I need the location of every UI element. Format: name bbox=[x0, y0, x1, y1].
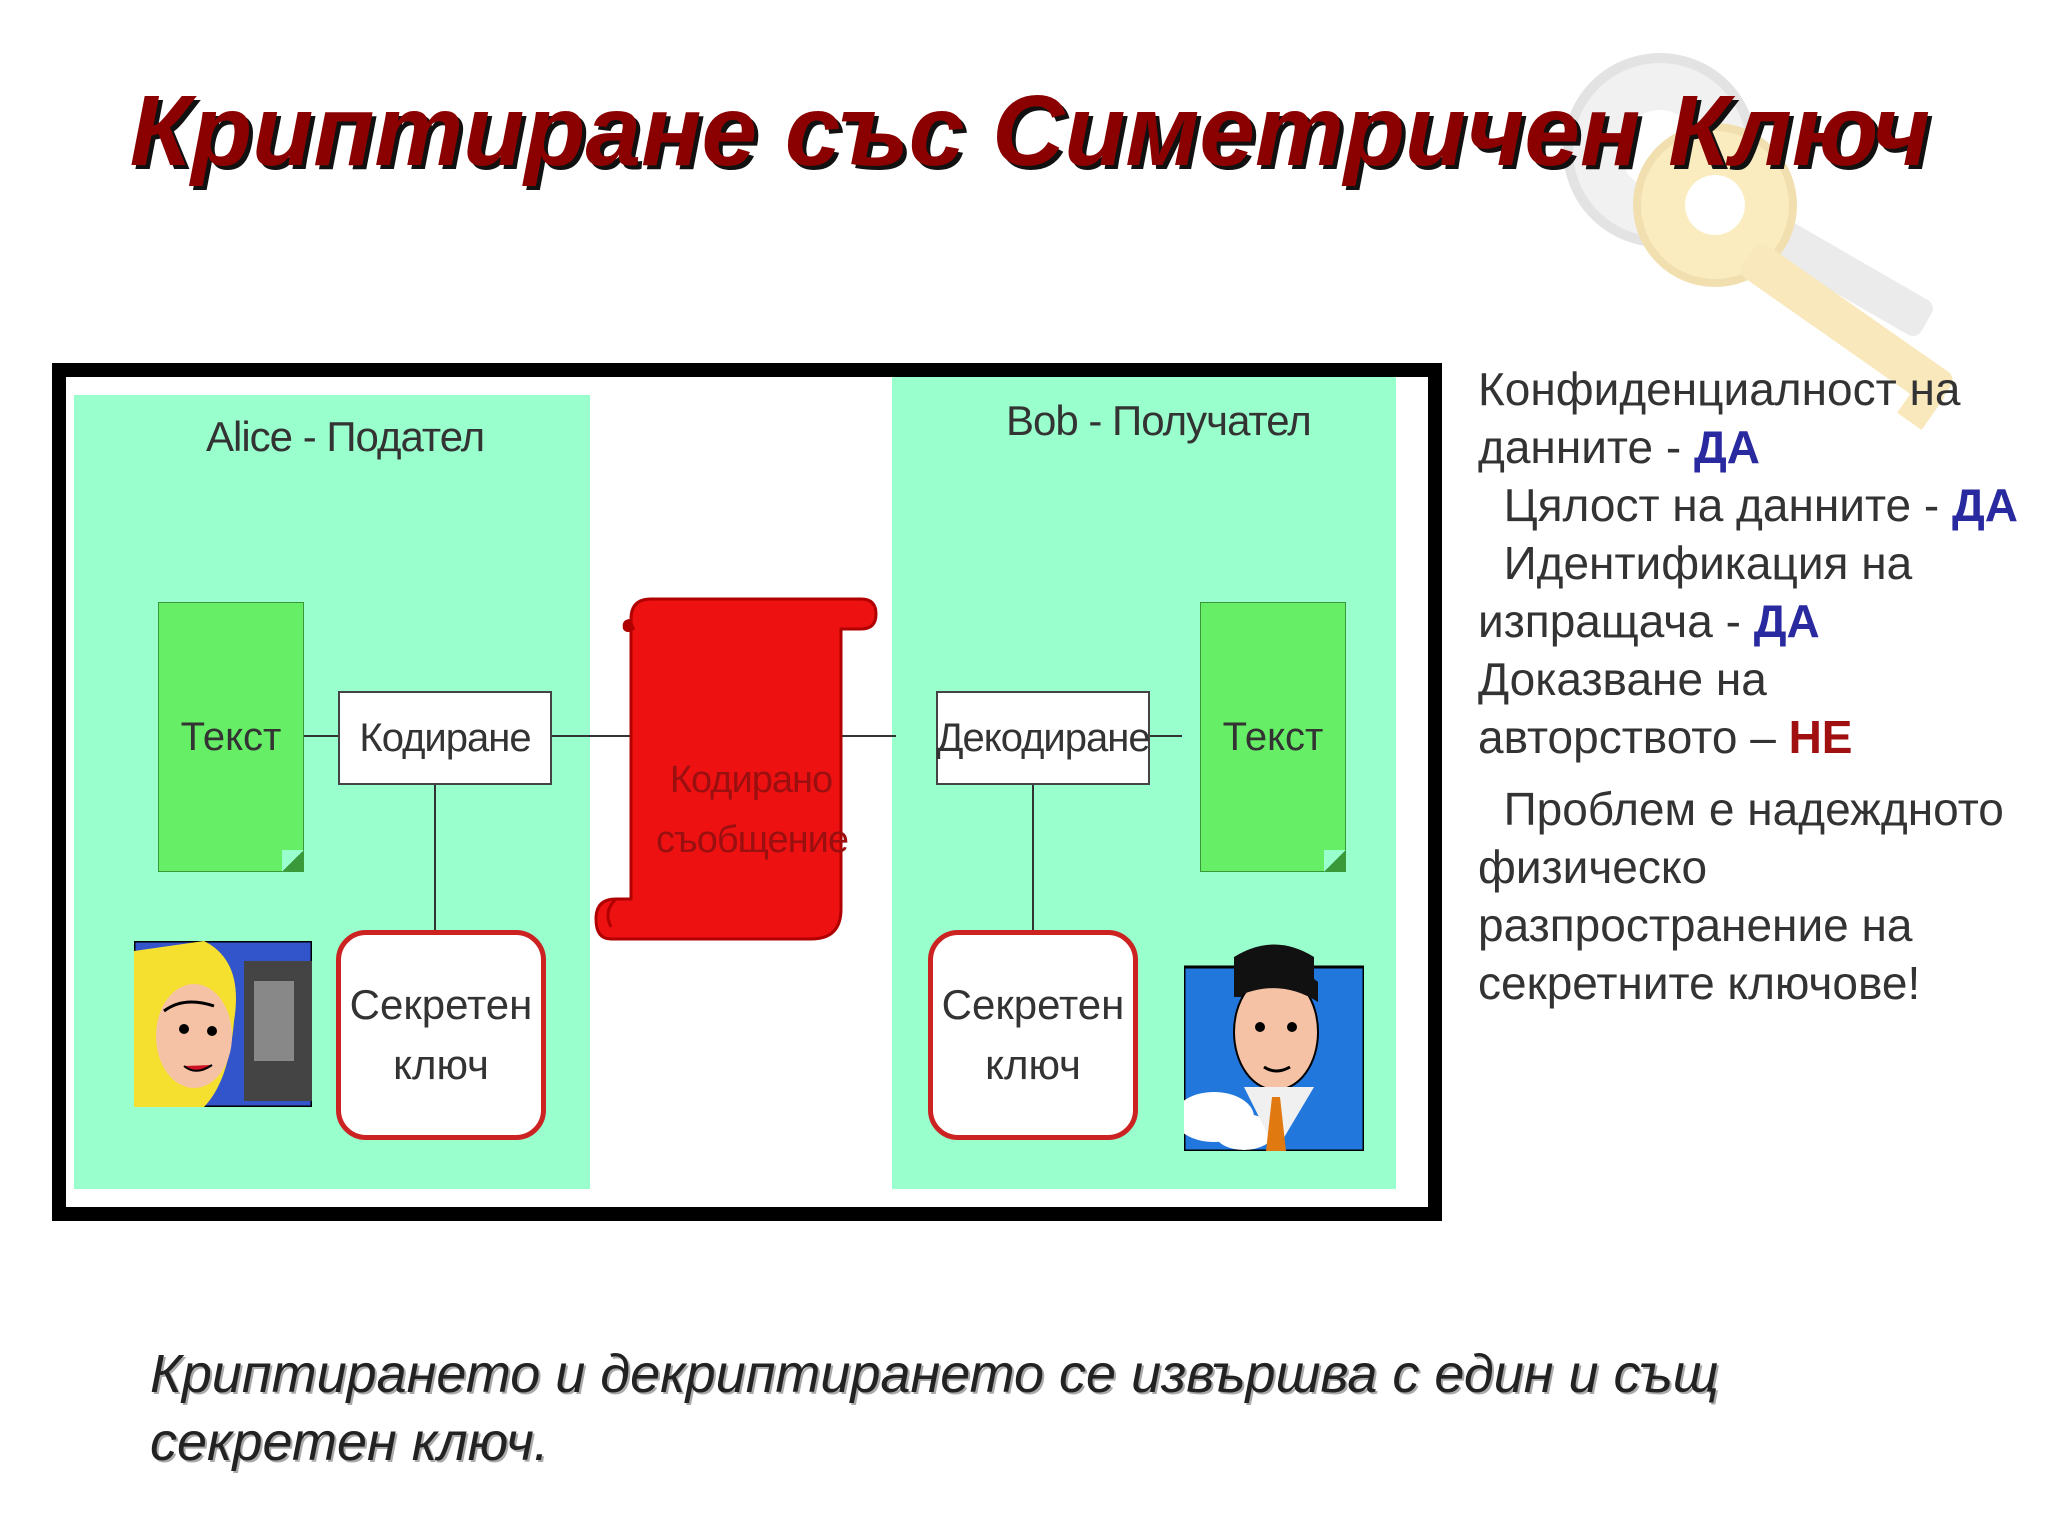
secret-key-line2: ключ bbox=[393, 1041, 489, 1088]
sender-secret-key-box bbox=[336, 930, 546, 1140]
ciphertext-line2: съобщение bbox=[656, 819, 848, 861]
identification-label: Идентификация на изпращача - bbox=[1478, 537, 1913, 647]
connector-line bbox=[302, 735, 338, 737]
diagram-frame bbox=[52, 363, 1442, 1221]
alice-avatar-icon bbox=[134, 941, 312, 1107]
identification-item bbox=[1478, 534, 2038, 650]
plaintext-document-receiver bbox=[1200, 602, 1346, 872]
plaintext-label: Текст bbox=[1222, 714, 1324, 759]
plaintext-label: Текст bbox=[180, 714, 282, 759]
page-fold-icon bbox=[1324, 850, 1346, 872]
secret-key-line2: ключ bbox=[985, 1041, 1081, 1088]
plaintext-document-sender bbox=[158, 602, 304, 872]
authorship-label: Доказване на авторството – bbox=[1478, 653, 1776, 763]
secret-key-line1: Секретен bbox=[349, 981, 533, 1028]
receiver-label: Bob - Получател bbox=[1006, 397, 1311, 444]
bob-avatar-icon bbox=[1184, 937, 1364, 1151]
slide-title: Криптиране със Симетричен Ключ bbox=[129, 75, 1931, 187]
integrity-label: Цялост на данните - bbox=[1503, 479, 1940, 531]
encode-box: Кодиране bbox=[338, 691, 552, 785]
confidentiality-label: Конфиденциалност на данните - bbox=[1478, 363, 1961, 473]
key-connector-sender bbox=[434, 781, 436, 931]
secret-key-line1: Секретен bbox=[941, 981, 1125, 1028]
sender-label: Alice - Подател bbox=[206, 413, 485, 460]
integrity-item bbox=[1478, 476, 2038, 534]
key-connector-receiver bbox=[1032, 781, 1034, 931]
authorship-value: НЕ bbox=[1788, 711, 1853, 763]
authorship-item bbox=[1478, 650, 2038, 766]
problem-note bbox=[1478, 780, 2038, 1012]
connector-line bbox=[1146, 735, 1182, 737]
integrity-value: ДА bbox=[1952, 479, 2018, 531]
properties-list bbox=[1478, 360, 2038, 1012]
receiver-secret-key-box bbox=[928, 930, 1138, 1140]
ciphertext-label bbox=[656, 750, 846, 870]
decode-box: Декодиране bbox=[936, 691, 1150, 785]
problem-text: Проблем е надеждното физическо разпространение на секретните ключове! bbox=[1478, 783, 2004, 1009]
ciphertext-line1: Кодирано bbox=[669, 759, 833, 801]
identification-value: ДА bbox=[1753, 595, 1820, 647]
confidentiality-value: ДА bbox=[1693, 421, 1760, 473]
confidentiality-item bbox=[1478, 360, 2038, 476]
symmetric-encryption-diagram bbox=[66, 377, 1428, 1207]
page-fold-icon bbox=[282, 850, 304, 872]
footer-note: Криптирането и декриптирането се извършва с един и същ секретен ключ. bbox=[150, 1344, 1719, 1472]
